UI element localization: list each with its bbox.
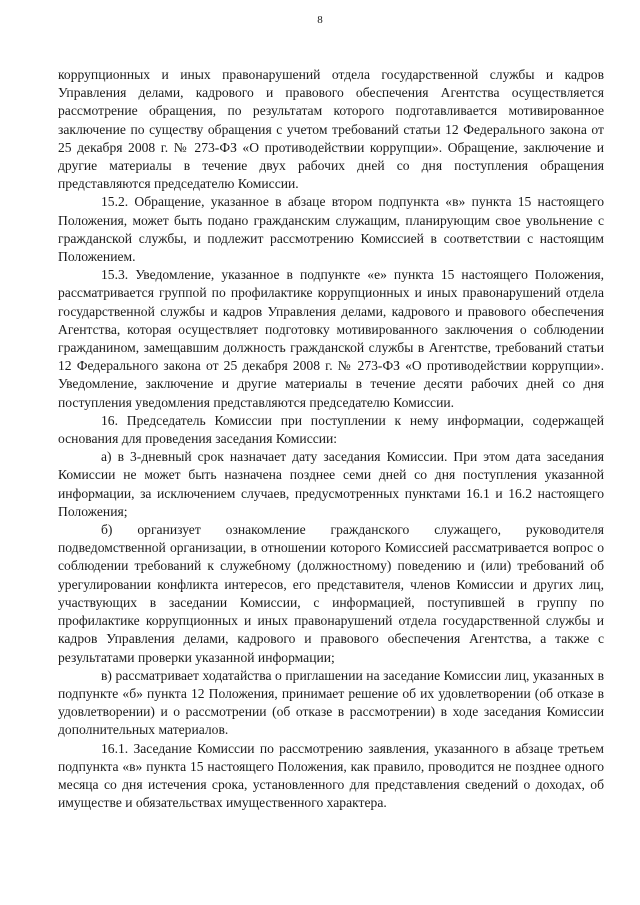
paragraph-continuation: коррупционных и иных правонарушений отдела государственной службы и кадров Управления делами, кадрового и правового обеспечения Агентства осуществляется рассмотрение обращения, по результатам которого подготавливается мотивированное заключение по существу обращения с учетом требований статьи 12 Федерального закона от 25 декабря 2008 г. № 273-ФЗ «О противодействии коррупции». Обращение, заключение и другие материалы в течение двух рабочих дней со дня поступления обращения представляются председателю Комиссии. — [58, 67, 604, 192]
document-body — [58, 66, 604, 812]
paragraph-16-v: в) рассматривает ходатайства о приглашении на заседание Комиссии лиц, указанных в подпункте «б» пункта 12 Положения, принимает решение об их удовлетворении (об отказе в удовлетворении) и о рассмотрении (об отказе в рассмотрении) в ходе заседания Комиссии дополнительных материалов. — [58, 667, 604, 738]
paragraph-15-2: 15.2. Обращение, указанное в абзаце втором подпункта «в» пункта 15 настоящего Положения, может быть подано гражданским служащим, планирующим свое увольнение с гражданской службы, и подлежит рассмотрению Комиссией в соответствии с настоящим Положением. — [58, 194, 604, 265]
page-number: 8 — [317, 14, 323, 26]
paragraph-16-1: 16.1. Заседание Комиссии по рассмотрению заявления, указанного в абзаце третьем подпункта «в» пункта 15 настоящего Положения, как правило, проводится не позднее одного месяца со дня истечения срока, установленного для представления сведений о доходах, об имуществе и обязательствах имущественного характера. — [58, 740, 604, 811]
paragraph-15-3: 15.3. Уведомление, указанное в подпункте «е» пункта 15 настоящего Положения, рассматривается группой по профилактике коррупционных и иных правонарушений отдела государственной службы и кадров Управления делами, кадрового и правового обеспечения Агентства, которая осуществляет подготовку мотивированного заключения о соблюдении гражданином, замещавшим должность гражданской службы в Агентстве, требований статьи 12 Федерального закона от 25 декабря 2008 г. № 273-ФЗ «О противодействии коррупции». Уведомление, заключение и другие материалы в течение десяти рабочих дней со дня поступления уведомления представляются председателю Комиссии. — [58, 267, 604, 410]
paragraph-16-b: б) организует ознакомление гражданского служащего, руководителя подведомственной организации, в отношении которого Комиссией рассматривается вопрос о соблюдении требований к служебному (должностному) поведению и (или) требований об урегулировании конфликта интересов, его представителя, членов Комиссии и других лиц, участвующих в заседании Комиссии, с информацией, поступившей в группу по профилактике коррупционных и иных правонарушений отдела государственной службы и кадров Управления делами, кадрового и правового обеспечения Агентства, а также с результатами проверки указанной информации; — [58, 522, 604, 665]
paragraph-16: 16. Председатель Комиссии при поступлении к нему информации, содержащей основания для проведения заседания Комиссии: — [58, 412, 604, 447]
paragraph-16-a: а) в 3-дневный срок назначает дату заседания Комиссии. При этом дата заседания Комиссии не может быть назначена позднее семи дней со дня поступления указанной информации, за исключением случаев, предусмотренных пунктами 16.1 и 16.2 настоящего Положения; — [58, 449, 604, 519]
